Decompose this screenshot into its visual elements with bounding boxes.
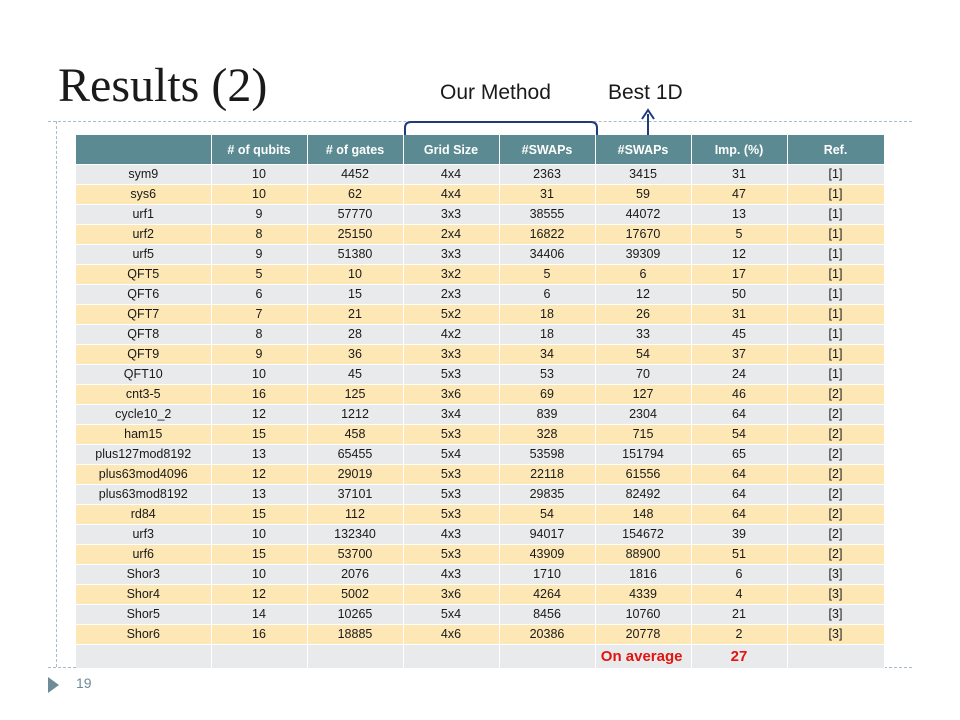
table-cell: 16: [211, 625, 307, 645]
table-cell: 25150: [307, 225, 403, 245]
benchmark-name-cell: sym9: [76, 165, 211, 185]
table-cell: 3x6: [403, 385, 499, 405]
table-row: [76, 285, 884, 305]
benchmark-name-cell: Shor4: [76, 585, 211, 605]
table-cell: 10: [211, 365, 307, 385]
table-cell: 29019: [307, 465, 403, 485]
table-cell: [1]: [787, 345, 884, 365]
table-cell: 12: [595, 285, 691, 305]
benchmark-name-cell: QFT7: [76, 305, 211, 325]
table-cell: [2]: [787, 385, 884, 405]
table-cell: 10: [211, 185, 307, 205]
table-cell: 2304: [595, 405, 691, 425]
table-cell: 2: [691, 625, 787, 645]
table-cell: 50: [691, 285, 787, 305]
table-cell: 10265: [307, 605, 403, 625]
table-cell: 36: [307, 345, 403, 365]
table-cell: 9: [211, 345, 307, 365]
table-cell: 12: [211, 585, 307, 605]
table-cell: 53598: [499, 445, 595, 465]
table-row: [76, 265, 884, 285]
table-cell: 61556: [595, 465, 691, 485]
table-cell: 59: [595, 185, 691, 205]
table-cell: 31: [499, 185, 595, 205]
table-row: [76, 625, 884, 645]
table-cell: 6: [595, 265, 691, 285]
benchmark-name-cell: rd84: [76, 505, 211, 525]
table-cell: [1]: [787, 265, 884, 285]
table-row: [76, 545, 884, 565]
table-cell: 28: [307, 325, 403, 345]
table-cell: 2x4: [403, 225, 499, 245]
table-header-row: [76, 135, 884, 165]
table-cell: 148: [595, 505, 691, 525]
table-row: [76, 505, 884, 525]
table-cell: 69: [499, 385, 595, 405]
column-header: # of gates: [307, 135, 403, 165]
benchmark-name-cell: plus63mod8192: [76, 485, 211, 505]
table-row: [76, 185, 884, 205]
empty-cell: [307, 645, 403, 669]
table-cell: 9: [211, 205, 307, 225]
table-cell: 1710: [499, 565, 595, 585]
table-row: [76, 465, 884, 485]
table-cell: [2]: [787, 525, 884, 545]
table-cell: 70: [595, 365, 691, 385]
benchmark-name-cell: QFT9: [76, 345, 211, 365]
table-row: [76, 425, 884, 445]
benchmark-name-cell: plus63mod4096: [76, 465, 211, 485]
table-cell: 839: [499, 405, 595, 425]
table-cell: 6: [211, 285, 307, 305]
table-cell: [3]: [787, 605, 884, 625]
table-cell: 127: [595, 385, 691, 405]
table-cell: 2x3: [403, 285, 499, 305]
table-cell: 5: [691, 225, 787, 245]
table-cell: 4339: [595, 585, 691, 605]
table-cell: 10760: [595, 605, 691, 625]
table-cell: 12: [691, 245, 787, 265]
table-cell: 17: [691, 265, 787, 285]
table-cell: 21: [307, 305, 403, 325]
benchmark-name-cell: QFT6: [76, 285, 211, 305]
benchmark-name-cell: urf6: [76, 545, 211, 565]
results-table: [76, 135, 885, 668]
table-cell: 13: [211, 445, 307, 465]
table-cell: 5: [211, 265, 307, 285]
slide-title: Results (2): [58, 59, 268, 112]
table-cell: 15: [211, 505, 307, 525]
table-cell: 16822: [499, 225, 595, 245]
table-cell: [1]: [787, 325, 884, 345]
table-cell: [1]: [787, 165, 884, 185]
table-cell: 13: [211, 485, 307, 505]
table-cell: 10: [211, 565, 307, 585]
table-cell: 47: [691, 185, 787, 205]
table-cell: 12: [211, 405, 307, 425]
table-row: [76, 525, 884, 545]
table-cell: 4x4: [403, 165, 499, 185]
benchmark-name-cell: plus127mod8192: [76, 445, 211, 465]
table-cell: 18885: [307, 625, 403, 645]
table-cell: 4: [691, 585, 787, 605]
table-cell: 125: [307, 385, 403, 405]
average-row: [76, 645, 884, 669]
benchmark-name-cell: cnt3-5: [76, 385, 211, 405]
table-cell: 54: [691, 425, 787, 445]
table-cell: 5: [499, 265, 595, 285]
left-divider: [56, 121, 57, 667]
table-cell: [2]: [787, 545, 884, 565]
table-cell: 21: [691, 605, 787, 625]
table-cell: 54: [595, 345, 691, 365]
benchmark-name-cell: Shor3: [76, 565, 211, 585]
table-cell: 15: [211, 545, 307, 565]
table-cell: 20778: [595, 625, 691, 645]
table-cell: 65455: [307, 445, 403, 465]
column-header: #SWAPs: [499, 135, 595, 165]
table-cell: 12: [211, 465, 307, 485]
table-cell: [2]: [787, 465, 884, 485]
column-header: # of qubits: [211, 135, 307, 165]
table-cell: 45: [307, 365, 403, 385]
table-cell: 132340: [307, 525, 403, 545]
column-header: #SWAPs: [595, 135, 691, 165]
table-cell: 26: [595, 305, 691, 325]
table-cell: [3]: [787, 585, 884, 605]
table-cell: 57770: [307, 205, 403, 225]
benchmark-name-cell: urf3: [76, 525, 211, 545]
table-cell: 4264: [499, 585, 595, 605]
table-cell: 1816: [595, 565, 691, 585]
table-row: [76, 585, 884, 605]
table-cell: 18: [499, 305, 595, 325]
table-cell: 53700: [307, 545, 403, 565]
table-cell: 38555: [499, 205, 595, 225]
table-cell: [1]: [787, 185, 884, 205]
table-cell: 5x4: [403, 605, 499, 625]
table-cell: 3x6: [403, 585, 499, 605]
table-cell: 10: [211, 165, 307, 185]
column-header: Grid Size: [403, 135, 499, 165]
table-row: [76, 345, 884, 365]
table-cell: [1]: [787, 205, 884, 225]
column-header: Imp. (%): [691, 135, 787, 165]
table-cell: 62: [307, 185, 403, 205]
table-cell: 5x3: [403, 505, 499, 525]
table-cell: 4x3: [403, 525, 499, 545]
table-cell: 31: [691, 165, 787, 185]
table-cell: 112: [307, 505, 403, 525]
table-cell: 39: [691, 525, 787, 545]
table-cell: 24: [691, 365, 787, 385]
table-cell: [2]: [787, 405, 884, 425]
table-cell: 458: [307, 425, 403, 445]
table-cell: 37101: [307, 485, 403, 505]
table-cell: 64: [691, 505, 787, 525]
table-cell: 4x2: [403, 325, 499, 345]
page-number: 19: [76, 675, 92, 691]
table-cell: 6: [499, 285, 595, 305]
table-row: [76, 325, 884, 345]
table-cell: 3x2: [403, 265, 499, 285]
table-cell: [2]: [787, 485, 884, 505]
table-cell: 5002: [307, 585, 403, 605]
table-row: [76, 445, 884, 465]
table-row: [76, 365, 884, 385]
table-cell: 9: [211, 245, 307, 265]
empty-cell: [76, 645, 211, 669]
table-cell: 715: [595, 425, 691, 445]
benchmark-name-cell: urf5: [76, 245, 211, 265]
table-cell: 18: [499, 325, 595, 345]
table-cell: 46: [691, 385, 787, 405]
table-cell: 2363: [499, 165, 595, 185]
table-row: [76, 225, 884, 245]
table-cell: 151794: [595, 445, 691, 465]
table-cell: [3]: [787, 625, 884, 645]
table-cell: 3x3: [403, 245, 499, 265]
table-cell: 8: [211, 225, 307, 245]
table-cell: 37: [691, 345, 787, 365]
table-cell: 5x3: [403, 465, 499, 485]
benchmark-name-cell: sys6: [76, 185, 211, 205]
empty-cell: [211, 645, 307, 669]
table-cell: 4x3: [403, 565, 499, 585]
table-cell: 65: [691, 445, 787, 465]
table-cell: 22118: [499, 465, 595, 485]
table-cell: 34406: [499, 245, 595, 265]
table-cell: [1]: [787, 285, 884, 305]
benchmark-name-cell: QFT10: [76, 365, 211, 385]
benchmark-name-cell: cycle10_2: [76, 405, 211, 425]
table-cell: [2]: [787, 425, 884, 445]
benchmark-name-cell: Shor6: [76, 625, 211, 645]
benchmark-name-cell: urf1: [76, 205, 211, 225]
table-cell: 3x3: [403, 345, 499, 365]
table-row: [76, 205, 884, 225]
table-cell: 8456: [499, 605, 595, 625]
benchmark-name-cell: urf2: [76, 225, 211, 245]
table-cell: 4452: [307, 165, 403, 185]
table-cell: 31: [691, 305, 787, 325]
table-row: [76, 605, 884, 625]
table-cell: 33: [595, 325, 691, 345]
table-cell: 6: [691, 565, 787, 585]
table-cell: 39309: [595, 245, 691, 265]
table-cell: 5x2: [403, 305, 499, 325]
table-cell: 16: [211, 385, 307, 405]
average-label: On average: [595, 645, 691, 669]
table-cell: 29835: [499, 485, 595, 505]
table-cell: 44072: [595, 205, 691, 225]
table-cell: [1]: [787, 365, 884, 385]
table-cell: 10: [307, 265, 403, 285]
benchmark-name-cell: QFT5: [76, 265, 211, 285]
table-cell: 64: [691, 485, 787, 505]
table-cell: [1]: [787, 305, 884, 325]
table-cell: [3]: [787, 565, 884, 585]
table-cell: 3x3: [403, 205, 499, 225]
table-cell: 64: [691, 465, 787, 485]
table-cell: [2]: [787, 505, 884, 525]
table-cell: 4x4: [403, 185, 499, 205]
table-row: [76, 485, 884, 505]
benchmark-name-cell: QFT8: [76, 325, 211, 345]
table-cell: 5x3: [403, 485, 499, 505]
table-cell: 13: [691, 205, 787, 225]
table-cell: 51: [691, 545, 787, 565]
table-cell: 3x4: [403, 405, 499, 425]
table-cell: 7: [211, 305, 307, 325]
benchmark-name-cell: ham15: [76, 425, 211, 445]
table-cell: 54: [499, 505, 595, 525]
table-cell: 3415: [595, 165, 691, 185]
table-cell: 20386: [499, 625, 595, 645]
column-header: Ref.: [787, 135, 884, 165]
our-method-bracket: [405, 122, 597, 136]
table-cell: 43909: [499, 545, 595, 565]
empty-cell: [499, 645, 595, 669]
average-value: 27: [691, 645, 787, 669]
table-cell: 15: [211, 425, 307, 445]
empty-cell: [403, 645, 499, 669]
benchmark-name-cell: Shor5: [76, 605, 211, 625]
table-row: [76, 165, 884, 185]
table-cell: 64: [691, 405, 787, 425]
table-cell: 88900: [595, 545, 691, 565]
table-cell: 94017: [499, 525, 595, 545]
table-cell: [1]: [787, 225, 884, 245]
best-1d-label: Best 1D: [608, 81, 683, 104]
table-row: [76, 385, 884, 405]
column-header: [76, 135, 211, 165]
table-cell: 14: [211, 605, 307, 625]
table-cell: 328: [499, 425, 595, 445]
table-cell: 53: [499, 365, 595, 385]
table-cell: 8: [211, 325, 307, 345]
table-row: [76, 305, 884, 325]
table-cell: 34: [499, 345, 595, 365]
empty-cell: [787, 645, 884, 669]
table-cell: 45: [691, 325, 787, 345]
footer-triangle-icon: [48, 677, 59, 693]
table-cell: 5x4: [403, 445, 499, 465]
table-cell: 82492: [595, 485, 691, 505]
table-row: [76, 565, 884, 585]
table-cell: 1212: [307, 405, 403, 425]
table-cell: 4x6: [403, 625, 499, 645]
table-cell: [2]: [787, 445, 884, 465]
table-cell: 2076: [307, 565, 403, 585]
table-cell: [1]: [787, 245, 884, 265]
table-row: [76, 405, 884, 425]
table-cell: 51380: [307, 245, 403, 265]
our-method-label: Our Method: [440, 81, 551, 104]
table-row: [76, 245, 884, 265]
table-cell: 5x3: [403, 545, 499, 565]
table-cell: 15: [307, 285, 403, 305]
table-cell: 5x3: [403, 425, 499, 445]
table-cell: 10: [211, 525, 307, 545]
table-cell: 17670: [595, 225, 691, 245]
table-cell: 5x3: [403, 365, 499, 385]
table-cell: 154672: [595, 525, 691, 545]
